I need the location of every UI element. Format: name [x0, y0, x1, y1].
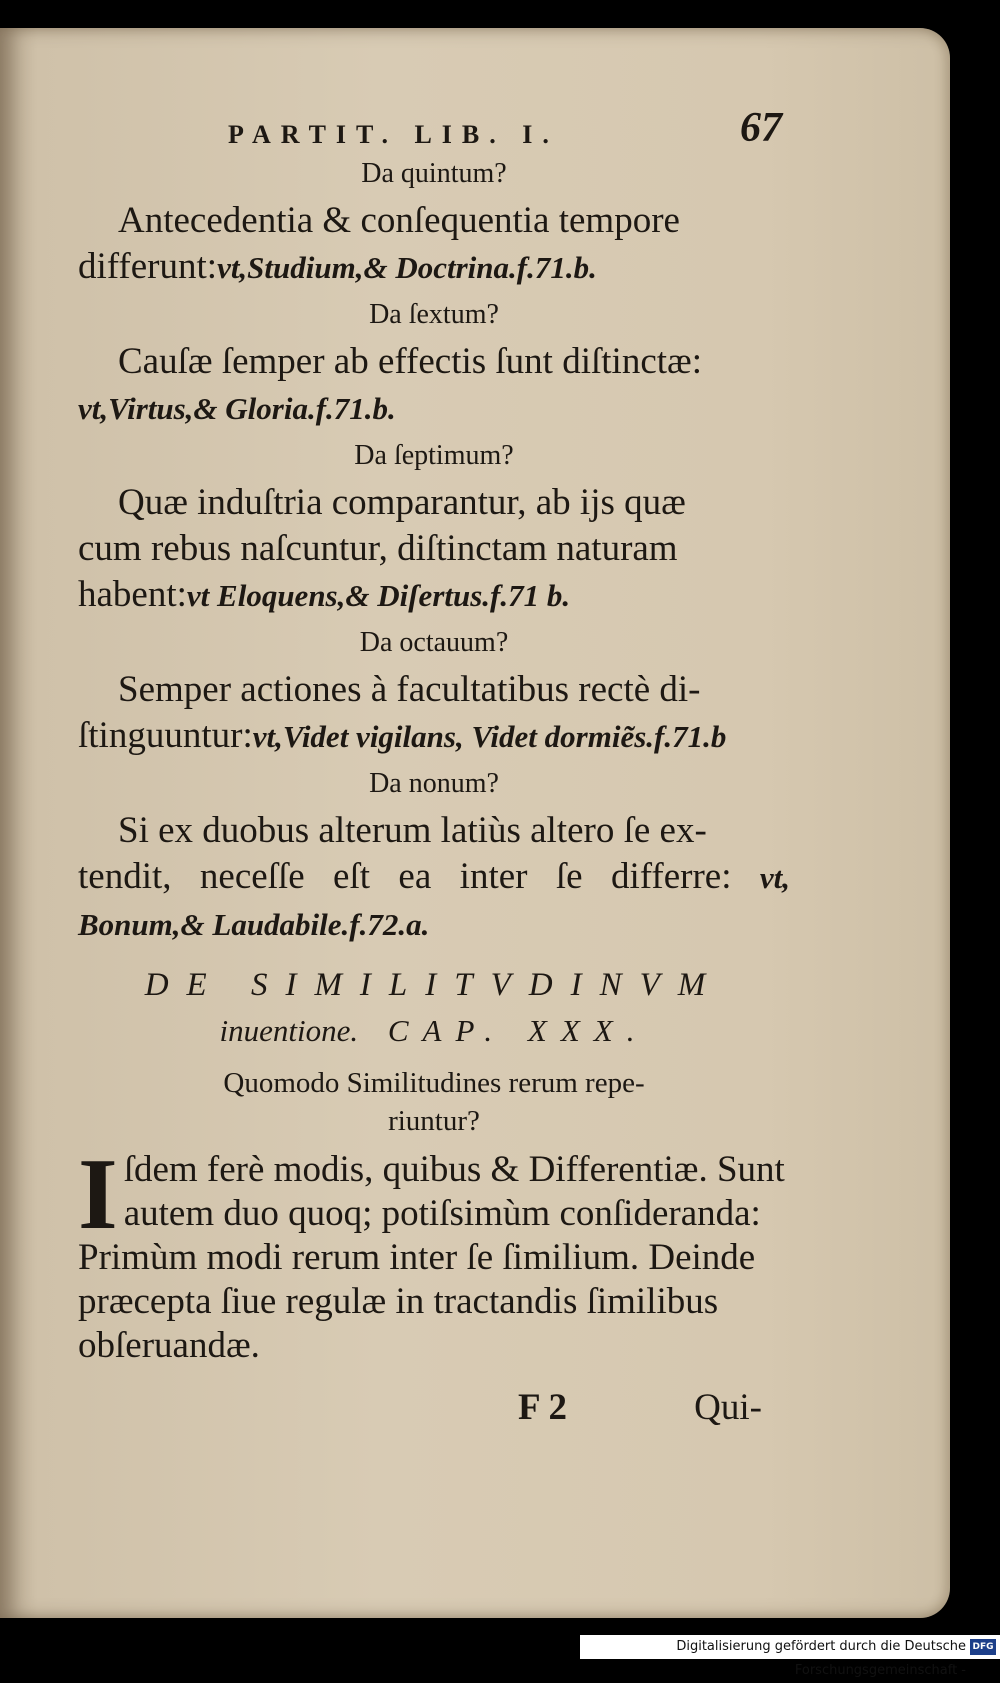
answer-text: ſtinguuntur: — [78, 715, 253, 756]
answer — [78, 480, 790, 619]
citation: vt,Videt vigilans, Videt dormiẽs.f.71.b — [252, 719, 727, 754]
page-text — [78, 100, 790, 1438]
answer-text: habent: — [78, 574, 187, 615]
drop-cap: I — [78, 1138, 118, 1251]
answer-line — [78, 385, 790, 432]
item-octauum — [78, 623, 790, 760]
question: Da ſeptimum? — [354, 440, 514, 471]
answer — [78, 198, 790, 291]
answer-line: cum rebus naſcuntur, diſtinctam naturam — [78, 528, 678, 569]
answer-line: Cauſæ ſemper ab effectis ſunt diſtinctæ: — [118, 341, 702, 382]
body-paragraph — [78, 1138, 790, 1368]
question: Da quintum? — [361, 158, 507, 189]
page-bottom — [78, 1378, 790, 1438]
chapter-title: DE SIMILITVDINVM — [144, 967, 724, 1003]
dfg-logo: DFG — [970, 1639, 996, 1655]
question: Da nonum? — [369, 768, 499, 799]
citation: vt, Bonum,& Laudabile.f.72.a. — [78, 860, 791, 942]
item-septimum — [78, 436, 790, 619]
answer-line — [78, 244, 790, 291]
catchword: Qui- — [694, 1387, 762, 1428]
chapter-subtitle — [78, 1008, 790, 1054]
answer-text: tendit, neceſſe eſt ea inter ſe differre: — [78, 856, 732, 897]
question: Da ſextum? — [369, 299, 499, 330]
running-head-title: PARTIT. LIB. I. — [228, 120, 559, 149]
paragraph-text: ſdem ferè modis, quibus & Differentiæ. Sunt autem duo quoq; potiſsimùm conſideranda: Primùm modi rerum inter ſe ſimilium. Deinde præcepta ſiue regulæ in tractandis ſimilibus obſeruandæ. — [78, 1149, 785, 1366]
answer-text: differunt: — [78, 246, 218, 287]
question: Da octauum? — [359, 627, 509, 658]
citation: vt,Studium,& Doctrina.f.71.b. — [217, 250, 597, 285]
running-head — [78, 100, 790, 152]
item-quintum — [78, 154, 790, 291]
digitization-credit: Digitalisierung gefördert durch die Deutsche Forschungsgemeinschaft - — [580, 1635, 1000, 1659]
answer — [78, 808, 790, 948]
page-number: 67 — [740, 105, 782, 151]
citation: vt Eloquens,& Diſertus.f.71 b. — [186, 578, 571, 613]
answer-line: Si ex duobus alterum latiùs altero ſe ex- — [118, 810, 707, 851]
item-nonum — [78, 764, 790, 948]
answer-line: Semper actiones à facultatibus rectè di- — [118, 669, 701, 710]
answer-line — [78, 854, 790, 948]
citation: vt,Virtus,& Gloria.f.71.b. — [78, 391, 396, 426]
answer — [78, 667, 790, 760]
chapter-number: CAP. XXX. — [387, 1013, 649, 1048]
chapter-subtitle-text: inuentione. — [219, 1013, 359, 1048]
answer-line — [78, 572, 790, 619]
sub-question-line: riuntur? — [388, 1105, 480, 1137]
sub-question-line: Quomodo Similitudines rerum repe- — [223, 1067, 645, 1099]
answer — [78, 339, 790, 432]
item-sextum — [78, 295, 790, 432]
answer-line: Antecedentia & conſequentia tempore — [118, 200, 680, 241]
signature-mark: F 2 — [518, 1387, 567, 1428]
answer-line — [78, 713, 790, 760]
sub-question — [78, 1064, 790, 1140]
answer-line: Quæ induſtria comparantur, ab ijs quæ — [118, 482, 686, 523]
